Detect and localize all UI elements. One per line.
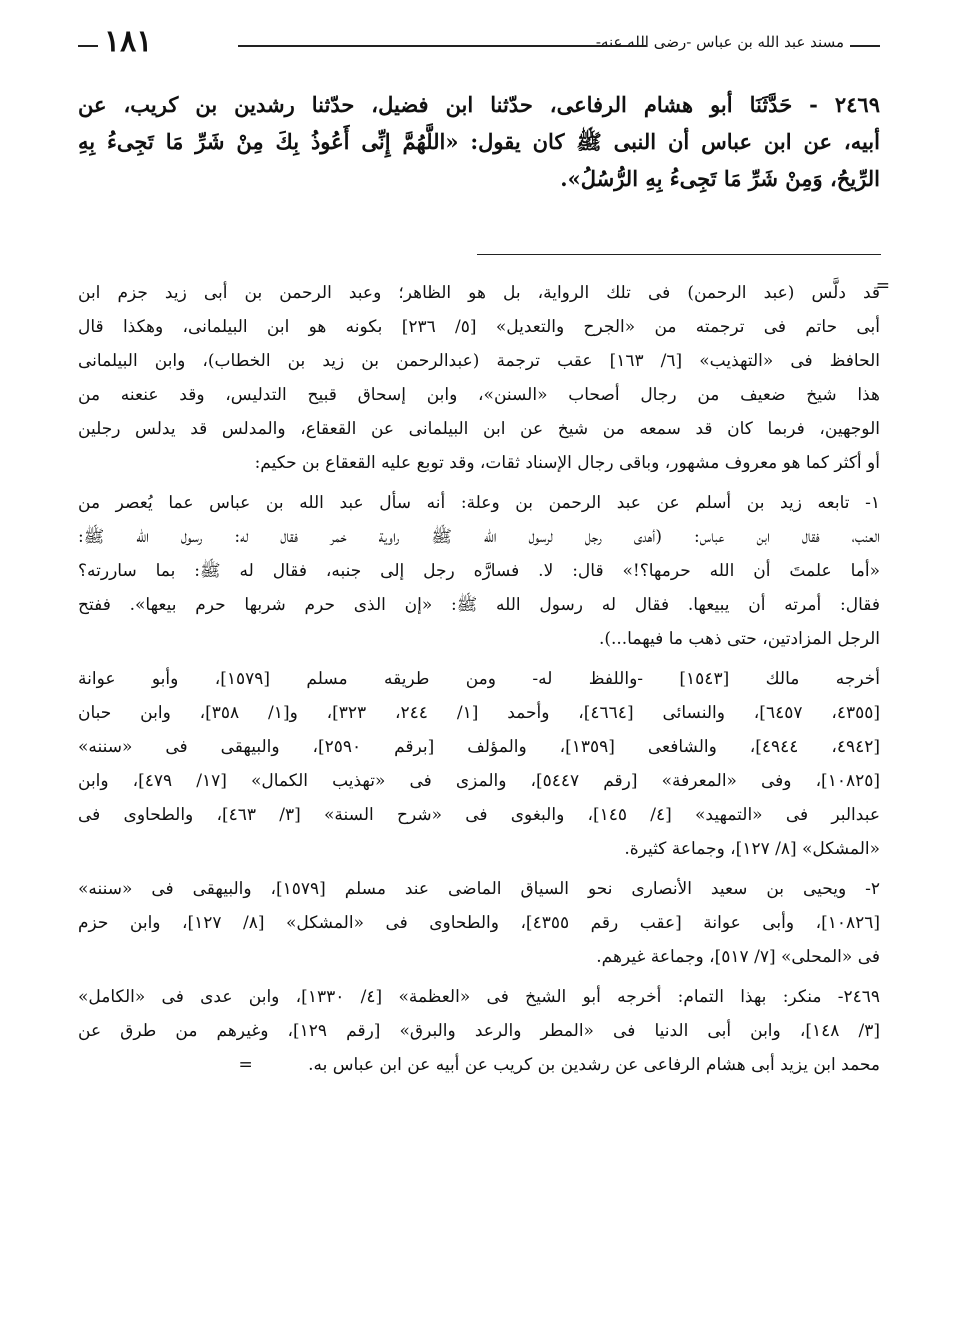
footnote-line: [١٠٨٢٦]، وأبى عوانة [عقب رقم ٤٣٥٥]، والطحاوى فى «المشكل» [٨/ ١٢٧]، وابن حزم bbox=[78, 913, 880, 933]
footnote-line: فى «المحلى» [٧/ ٥١٧]، وجماعة غيرهم. bbox=[596, 947, 880, 967]
header-rule bbox=[850, 45, 880, 47]
footnote-line: ٢٤٦٩- منكر: بهذا التمام: أخرجه أبو الشيخ فى «العظمة» [٤/ ١٣٣٠]، وابن عدى فى «الكامل» bbox=[78, 987, 880, 1007]
footnote-line: عبدالبر فى «التمهيد» [٤/ ١٤٥]، والبغوى فى «شرح السنة» [٣/ ٤٦٣]، والطحاوى فى bbox=[78, 805, 880, 825]
footnote-line: [٤٩٤٢، ٤٩٤٤]، والشافعى [١٣٥٩]، والمؤلف [برقم ٢٥٩٠]، والبيهقى فى «سننه» bbox=[78, 737, 880, 757]
footnote-paragraph bbox=[78, 276, 890, 480]
footnote-line: أخرجه مالك [١٥٤٣] -واللفظ له- ومن طريقه مسلم [١٥٧٩]، وأبو عوانة bbox=[78, 669, 880, 689]
footnote-line: الحافظ فى «التهذيب» [٦/ ١٦٣] عقب ترجمة (عبدالرحمن بن زيد بن الخطاب)، وابن البيلمانى bbox=[78, 351, 880, 371]
continuation-mark: = bbox=[875, 276, 890, 296]
end-mark: = bbox=[238, 1055, 253, 1075]
footnote-line: فقال: أمرته أن يبيعها. فقال له رسول الله ﷺ: «إن الذى حرم شربها حرم بيعها». ففتح bbox=[78, 595, 880, 615]
footnote-paragraph bbox=[78, 662, 880, 866]
footnote-line: الرجل المزادتين، حتى ذهب ما فيهما...). bbox=[598, 629, 880, 649]
footnote-line: «أما علمتَ أن الله حرمها؟!» قال: لا. فسارَّه رجل إلى جنبه، فقال له ﷺ: بما ساررته؟ bbox=[78, 561, 880, 581]
page-header bbox=[78, 24, 880, 60]
header-rule bbox=[78, 45, 98, 47]
footnote-line: هذا شيخ ضعيف من رجال أصحاب «السنن»، وابن إسحاق قبيح التدليس، وقد عنعنه من bbox=[78, 385, 880, 405]
running-title: مسند عبد الله بن عباس -رضى الله عنه- bbox=[595, 33, 844, 51]
page-number: ١٨١ bbox=[104, 24, 153, 59]
footnote-paragraph bbox=[78, 872, 880, 974]
hadith-text bbox=[78, 86, 880, 197]
footnote-paragraph bbox=[78, 486, 880, 656]
footnote-line: [٤٣٥٥، ٦٤٥٧]، والنسائى [٤٦٦٤]، وأحمد [١/ ٢٤٤، ٣٢٣]، و[١/ ٣٥٨]، وابن حبان bbox=[78, 703, 880, 723]
footnote-line: [٣/ ١٤٨]، وابن أبى الدنيا فى «المطر والرعد والبرق» [رقم ١٢٩]، وغيرهم من طرق عن bbox=[78, 1021, 880, 1041]
footnote-line: العنب، فقال ابن عباس: (أهدى رجل لرسول الله ﷺ راوية خمر فقال له: رسول الله ﷺ: bbox=[78, 527, 880, 547]
footnote-line: أبى حاتم فى ترجمته من «الجرح والتعديل» [٥/ ٢٣٦] بكونه هو ابن البيلمانى، وهكذا قال bbox=[78, 317, 880, 337]
footnote-line: ٢- ويحيى بن سعيد الأنصارى نحو السياق الماضى عند مسلم [١٥٧٩]، والبيهقى فى «سننه» bbox=[78, 879, 880, 899]
footnote-line: [١٠٨٢٥]، وفى «المعرفة» [رقم ٥٤٤٧]، والمزى فى «تهذيب الكمال» [١٧/ ٤٧٩]، وابن bbox=[78, 771, 880, 791]
footnote-line: أو أكثر كما هو معروف مشهور، وباقى رجال الإسناد ثقات، وقد توبع عليه القعقاع بن حكيم: bbox=[254, 453, 880, 473]
footnote-paragraph bbox=[78, 980, 880, 1082]
footnotes bbox=[78, 276, 890, 1082]
hadith-line: الرِّيحُ، وَمِنْ شَرِّ مَا تَجِىءُ بِهِ الرُّسُلُ». bbox=[560, 166, 880, 191]
footnote-line: محمد ابن يزيد أبى هشام الرفاعى عن رشدين بن كريب عن أبيه عن ابن عباس به. = bbox=[238, 1055, 880, 1075]
footnote-line: الوجهين، فربما كان قد سمعه من شيخ عن ابن البيلمانى عن القعقاع، والمدلس قد يدلس رجلين bbox=[78, 419, 880, 439]
hadith-line: ٢٤٦٩ - حَدَّثَنَا أبو هشام الرفاعى، حدّثنا ابن فضيل، حدّثنا رشدين بن كريب، عن bbox=[78, 92, 880, 117]
hadith-line: أبيه، عن ابن عباس أن النبى ﷺ كان يقول: «اللَّهُمَّ إِنِّى أَعُوذُ بِكَ مِنْ شَرِّ مَا تَجِىءُ بِهِ bbox=[78, 129, 880, 154]
footnote-line: قد دلَّس (عبد الرحمن) فى تلك الرواية، بل هو الظاهر؛ وعبد الرحمن بن أبى زيد جزم ابن bbox=[78, 283, 880, 303]
header-rule bbox=[238, 45, 646, 47]
footnote-line: «المشكل» [٨/ ١٢٧]، وجماعة كثيرة. bbox=[624, 839, 880, 859]
footnote-separator bbox=[477, 254, 881, 255]
footnote-line: ١- تابعه زيد بن أسلم عن عبد الرحمن بن وعلة: أنه سأل عبد الله بن عباس عما يُعصر من bbox=[78, 493, 880, 513]
